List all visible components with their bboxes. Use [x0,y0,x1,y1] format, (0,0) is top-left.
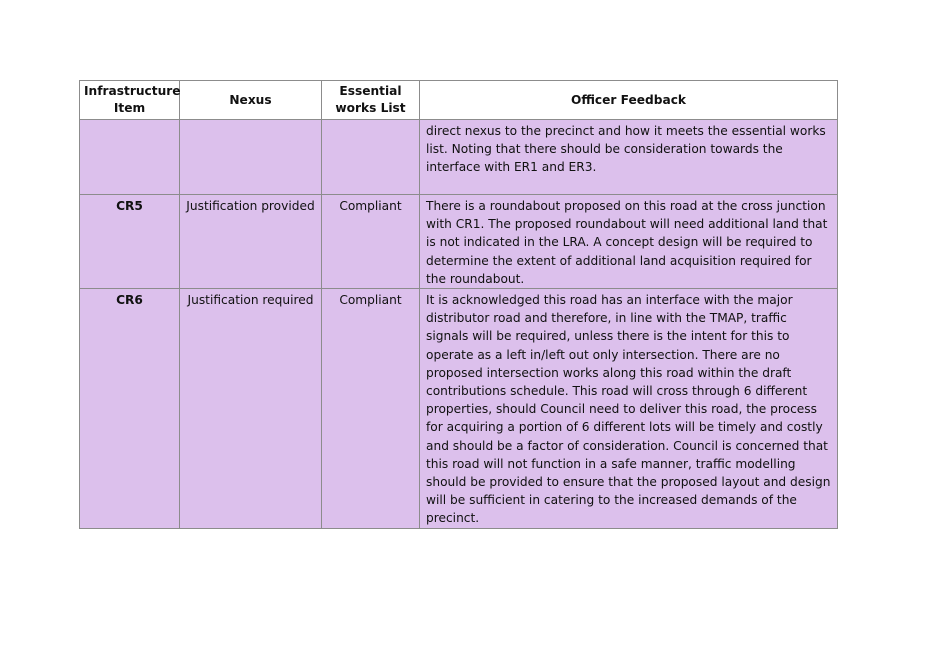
officer-feedback-cell: direct nexus to the precinct and how it meets the essential works list. Noting that there should be consideration towards the interface with ER1 and ER3. [420,120,838,195]
essential-works-cell [322,120,420,195]
table-header-row [80,81,838,120]
infrastructure-feedback-table [79,80,838,529]
officer-feedback-cell: It is acknowledged this road has an interface with the major distributor road and therefore, in line with the TMAP, traffic signals will be required, unless there is the intent for this to operate as a left in/left out only intersection. There are no proposed intersection works along this road within the draft contributions schedule. This road will cross through 6 different properties, should Council need to deliver this road, the process for acquiring a portion of 6 different lots will be timely and costly and should be a factor of consideration. Council is concerned that this road will not function in a safe manner, traffic modelling should be provided to ensure that the proposed layout and design will be sufficient in catering to the increased demands of the precinct. [420,289,838,529]
nexus-cell: Justification provided [180,195,322,289]
header-infrastructure-item: Infrastructure Item [80,81,180,120]
infrastructure-item-cell [80,120,180,195]
header-nexus: Nexus [180,81,322,120]
nexus-cell [180,120,322,195]
essential-works-cell: Compliant [322,195,420,289]
essential-works-cell: Compliant [322,289,420,529]
officer-feedback-cell: There is a roundabout proposed on this road at the cross junction with CR1. The proposed roundabout will need additional land that is not indicated in the LRA. A concept design will be required to determine the extent of additional land acquisition required for the roundabout. [420,195,838,289]
header-officer-feedback: Officer Feedback [420,81,838,120]
table-row [80,289,838,529]
nexus-cell: Justification required [180,289,322,529]
infrastructure-item-cell: CR6 [80,289,180,529]
table-row [80,195,838,289]
infrastructure-item-cell: CR5 [80,195,180,289]
table-row [80,120,838,195]
header-essential-works-list: Essential works List [322,81,420,120]
